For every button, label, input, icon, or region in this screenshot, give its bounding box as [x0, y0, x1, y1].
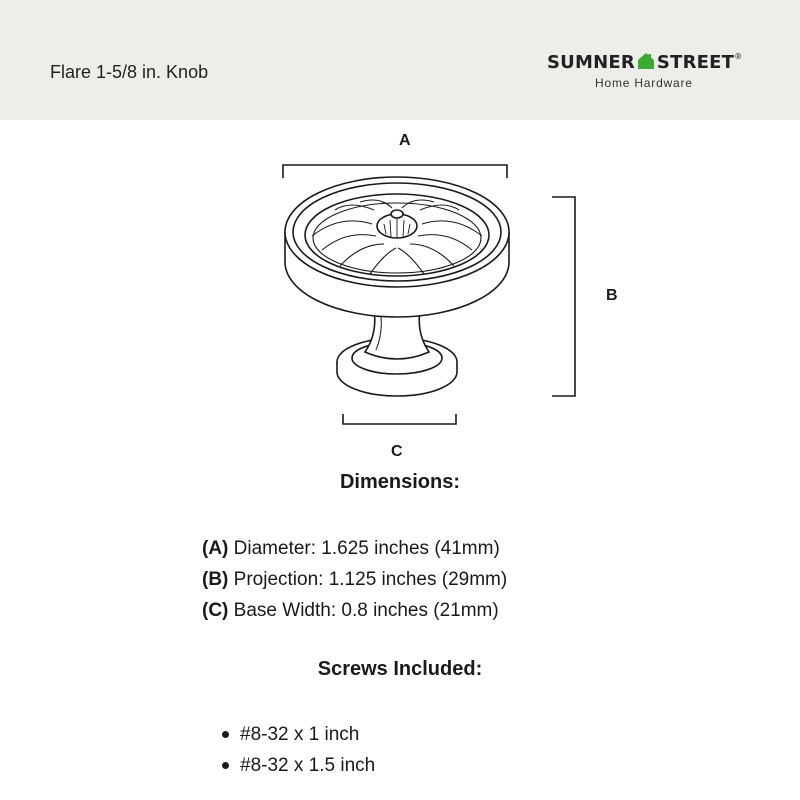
- header-bar: [0, 0, 800, 120]
- spec-value: Base Width: 0.8 inches (21mm): [228, 600, 499, 621]
- screw-item: #8-32 x 1.5 inch: [222, 750, 375, 781]
- screws-title: Screws Included:: [317, 658, 483, 680]
- knob-drawing: [0, 120, 800, 470]
- dimensions-list: [202, 533, 507, 626]
- screw-item: #8-32 x 1 inch: [222, 719, 375, 750]
- brand-left: SUMNER: [547, 52, 635, 73]
- label-a: A: [399, 132, 411, 149]
- spec-projection: [202, 564, 507, 595]
- spec-diameter: [202, 533, 507, 564]
- label-b: B: [606, 287, 618, 304]
- brand-right: STREET: [656, 52, 735, 73]
- label-c: C: [391, 443, 403, 460]
- screws-list: [222, 719, 375, 781]
- bracket-a: [283, 165, 507, 178]
- spec-key: (C): [202, 600, 229, 621]
- brand-wordmark: [547, 52, 742, 73]
- knob-diagram: [0, 120, 800, 470]
- dimensions-title: Dimensions:: [339, 471, 461, 493]
- brand-logo: [547, 52, 762, 92]
- registered-mark: ®: [734, 52, 743, 61]
- house-icon: [637, 52, 655, 70]
- spec-value: Projection: 1.125 inches (29mm): [228, 569, 508, 590]
- spec-key: (B): [202, 569, 229, 590]
- product-title: Flare 1-5/8 in. Knob: [50, 62, 209, 82]
- spec-base-width: [202, 595, 507, 626]
- bracket-c: [343, 414, 456, 424]
- spec-key: (A): [202, 538, 229, 559]
- bracket-b: [552, 197, 575, 396]
- spec-value: Diameter: 1.625 inches (41mm): [228, 538, 500, 559]
- brand-subtitle: Home Hardware: [595, 76, 693, 90]
